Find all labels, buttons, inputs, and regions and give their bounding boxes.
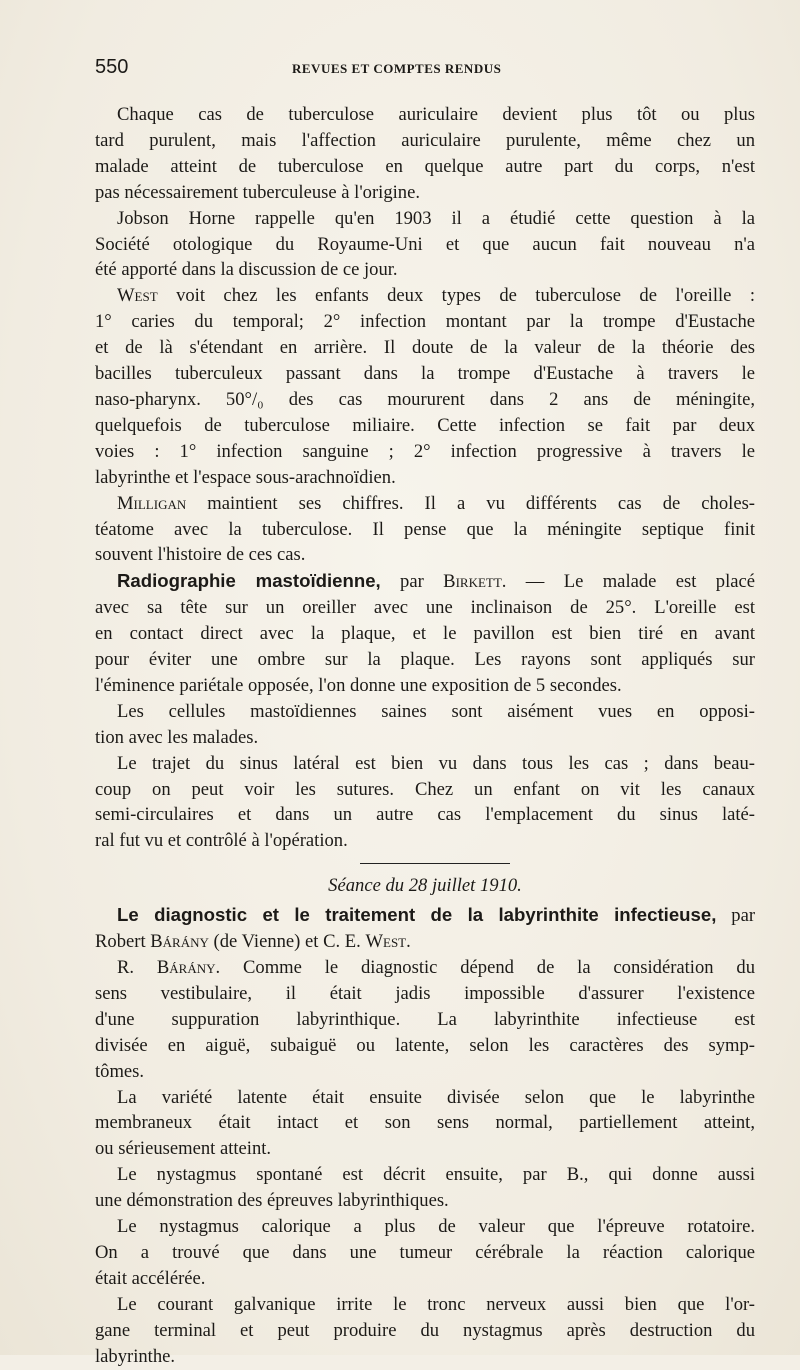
text-line: bacilles tuberculeux passant dans la trompe d'Eustache à travers le <box>95 363 755 385</box>
paragraph-cellules <box>95 699 755 751</box>
author-name: Bárány <box>156 957 216 978</box>
paragraph-jobson-horne <box>95 206 755 284</box>
text-line: souvent l'histoire de ces cas. <box>95 544 306 566</box>
text-line: pour éviter une ombre sur la plaque. Les rayons sont appliqués sur <box>95 649 755 671</box>
text-line: 1° caries du temporal; 2° infection montant par la trompe d'Eustache <box>95 311 755 333</box>
text-line: tard purulent, mais l'affection auriculaire purulente, même chez un <box>95 129 755 151</box>
paragraph-variete-latente <box>95 1085 755 1163</box>
text-run: . Comme le diagnostic dépend de la considération du <box>215 957 755 978</box>
text-line: tion avec les malades. <box>95 726 259 748</box>
text-line <box>95 491 755 517</box>
text-line: Le nystagmus spontané est décrit ensuite, par B., qui donne aussi <box>117 1164 755 1186</box>
text-line: labyrinthe et l'espace sous-arachnoïdien. <box>95 466 396 488</box>
paragraph-courant-galvanique <box>95 1292 755 1370</box>
text-line: en contact direct avec la plaque, et le pavillon est bien tiré en avant <box>95 623 755 645</box>
text-line: gane terminal et peut produire du nystagmus après destruction du <box>95 1319 755 1341</box>
paragraph-tuberculose-auriculaire <box>95 102 755 206</box>
page-number: 550 <box>95 56 129 78</box>
text-line: Le nystagmus calorique a plus de valeur que l'épreuve rotatoire. <box>117 1216 755 1238</box>
paragraph-nystagmus-spontane <box>95 1162 755 1214</box>
body-text <box>95 102 755 1370</box>
text-run: maintient ses chiffres. Il a vu différents cas de choles- <box>186 492 755 514</box>
text-line: avec sa tête sur un oreiller avec une inclinaison de 25°. L'oreille est <box>95 597 755 619</box>
running-head: REVUES ET COMPTES RENDUS <box>292 61 502 76</box>
text-line: malade atteint de tuberculose en quelque autre part du corps, n'est <box>95 155 755 177</box>
text-line <box>95 283 755 309</box>
text-line: une démonstration des épreuves labyrinthiques. <box>95 1190 449 1212</box>
section-divider <box>360 863 510 864</box>
text-line: membraneux était intact et son sens normal, partiellement atteint, <box>95 1112 755 1134</box>
paragraph-radiographie <box>95 568 755 699</box>
text-run: (de Vienne) et C. E. <box>208 931 366 953</box>
paragraph-nystagmus-calorique <box>95 1214 755 1292</box>
text-line <box>95 955 755 981</box>
author-name: Bárány <box>150 931 209 953</box>
text-line: semi-circulaires et dans un autre cas l'emplacement du sinus laté- <box>95 804 755 826</box>
text-line <box>95 902 755 929</box>
text-line: voies : 1° infection sanguine ; 2° infection progressive à travers le <box>95 440 755 462</box>
text-run: . — Le malade est placé <box>501 571 755 593</box>
author-name: West <box>117 285 158 307</box>
text-line <box>95 568 755 595</box>
text-line: naso-pharynx. 50°/₀ des cas moururent dans 2 ans de méningite, <box>95 388 755 410</box>
text-line: et de là s'étendant en arrière. Il doute de la valeur de la théorie des <box>95 337 755 359</box>
author-name: Birkett <box>443 571 502 593</box>
text-line: coup on peut voir les sutures. Chez un enfant on vit les canaux <box>95 778 755 800</box>
text-line: été apporté dans la discussion de ce jour. <box>95 259 398 281</box>
text-line: tômes. <box>95 1060 145 1082</box>
section-heading: Radiographie mastoïdienne, <box>117 570 381 592</box>
session-date: Séance du 28 juillet 1910. <box>328 875 522 897</box>
text-run: par <box>716 905 756 927</box>
text-line: pas nécessairement tuberculeuse à l'origine. <box>95 181 420 203</box>
text-line: quelquefois de tuberculose miliaire. Cette infection se fait par deux <box>95 414 755 436</box>
paragraph-sinus-lateral <box>95 751 755 855</box>
text-line: sens vestibulaire, il était jadis impossible d'assurer l'existence <box>95 982 755 1004</box>
text-line: divisée en aiguë, subaiguë ou latente, selon les caractères des symp- <box>95 1034 755 1056</box>
text-line: Jobson Horne rappelle qu'en 1903 il a étudié cette question à la <box>117 207 755 229</box>
author-name: Milligan <box>117 492 187 514</box>
text-line: Société otologique du Royaume-Uni et que aucun fait nouveau n'a <box>95 233 755 255</box>
section-heading: Le diagnostic et le traitement de la labyrinthite infectieuse, <box>117 904 717 926</box>
text-line: La variété latente était ensuite divisée selon que le labyrinthe <box>117 1086 755 1108</box>
text-line <box>95 929 755 955</box>
text-line: d'une suppuration labyrinthique. La labyrinthite infectieuse est <box>95 1008 755 1030</box>
text-run: par <box>380 571 444 593</box>
text-line: On a trouvé que dans une tumeur cérébrale la réaction calorique <box>95 1241 755 1263</box>
paragraph-milligan <box>95 491 755 569</box>
text-line: Les cellules mastoïdiennes saines sont aisément vues en opposi- <box>117 700 755 722</box>
text-run: voit chez les enfants deux types de tuberculose de l'oreille : <box>157 285 755 307</box>
text-line: ral fut vu et contrôlé à l'opération. <box>95 830 348 852</box>
paragraph-labyrinthite-title <box>95 902 755 955</box>
text-line: était accélérée. <box>95 1267 206 1289</box>
text-line: labyrinthe. <box>95 1345 176 1367</box>
text-line: téatome avec la tuberculose. Il pense que la méningite septique finit <box>95 518 755 540</box>
page-header <box>95 56 775 82</box>
paragraph-barany <box>95 955 755 1085</box>
text-line: ou sérieusement atteint. <box>95 1138 272 1160</box>
author-name: West <box>365 931 407 953</box>
text-line: l'éminence pariétale opposée, l'on donne une exposition de 5 secondes. <box>95 674 622 696</box>
text-line: Le trajet du sinus latéral est bien vu dans tous les cas ; dans beau- <box>117 752 755 774</box>
text-run: . <box>406 931 411 953</box>
paragraph-west <box>95 283 755 490</box>
text-run: R. <box>117 957 157 978</box>
text-run: Robert <box>95 931 151 953</box>
text-line: Le courant galvanique irrite le tronc nerveux aussi bien que l'or- <box>117 1293 755 1315</box>
text-line: Chaque cas de tuberculose auriculaire devient plus tôt ou plus <box>117 104 755 125</box>
